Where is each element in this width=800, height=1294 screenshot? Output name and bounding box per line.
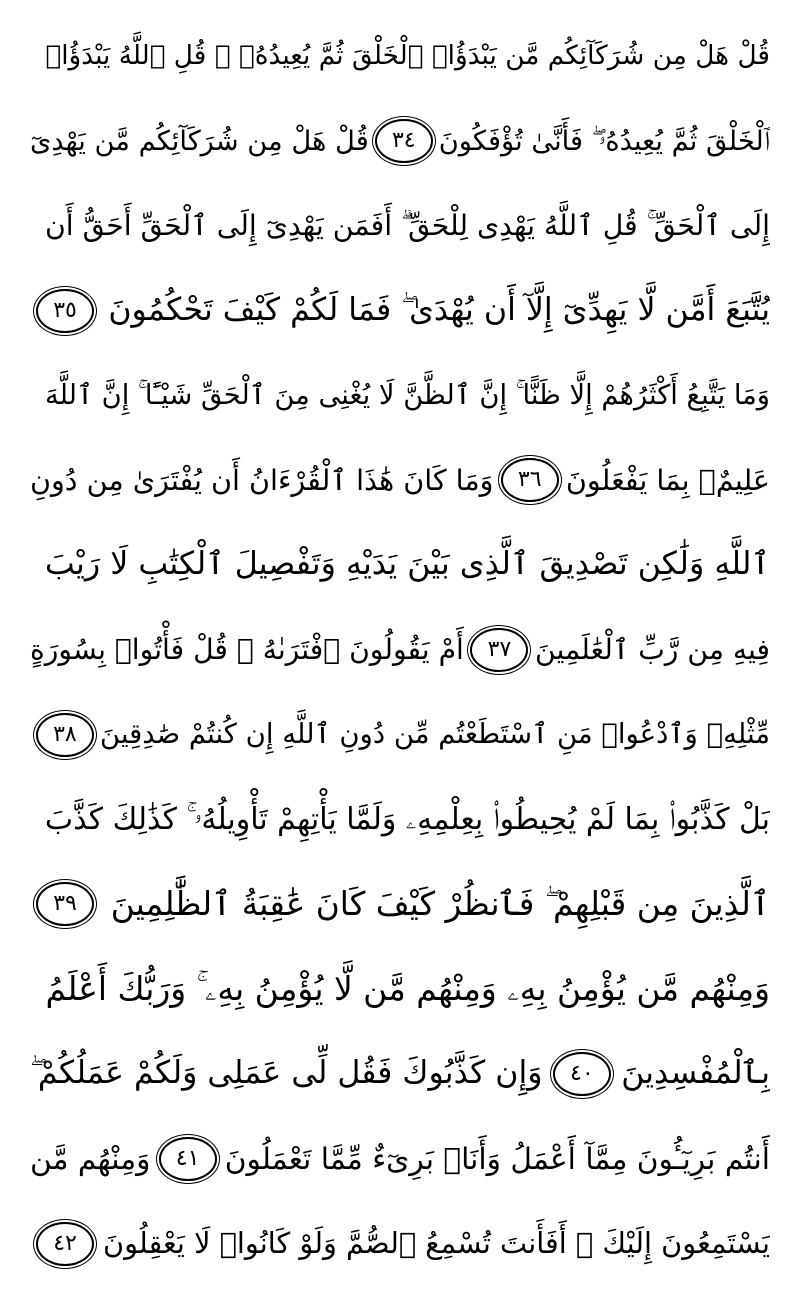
verse-line: [30, 99, 770, 184]
ayah-number-marker: ٤٠: [553, 1052, 611, 1096]
verse-line: [30, 14, 770, 99]
verse-line: [30, 268, 770, 353]
verse-text: ٱللَّهِ وَلَٰكِن تَصْدِيقَ ٱلَّذِى بَيْنَ يَدَيْهِ وَتَفْصِيلَ ٱلْكِتَٰبِ لَا رَيْبَ: [44, 546, 770, 583]
verse-text: يُتَّبَعَ أَمَّن لَّا يَهِدِّىٓ إِلَّآ أَن يُهْدَىٰ ۖ فَمَا لَكُمْ كَيْفَ تَحْكُمُونَ: [108, 291, 770, 328]
verse-text: يَسْتَمِعُونَ إِلَيْكَ ۚ أَفَأَنتَ تُسْمِعُ ٱلصُّمَّ وَلَوْ كَانُوا۟ لَا يَعْقِلُونَ: [102, 1226, 770, 1261]
verse-text: إِلَى ٱلْحَقِّ ۚ قُلِ ٱللَّهُ يَهْدِى لِلْحَقِّ ۗ أَفَمَن يَهْدِىٓ إِلَى ٱلْحَقِّ أَحَقُّ أَن: [44, 208, 770, 242]
verse-text: مِّثْلِهِۦ وَٱدْعُوا۟ مَنِ ٱسْتَطَعْتُم مِّن دُونِ ٱللَّهِ إِن كُنتُمْ صَٰدِقِينَ: [99, 718, 770, 750]
ayah-number-marker: ٣٦: [501, 458, 559, 502]
verse-line: [30, 608, 770, 693]
verse-line: [30, 184, 770, 269]
ayah-number-marker: ٣٥: [36, 289, 94, 333]
verse-text: عَلِيمٌۢ بِمَا يَفْعَلُونَ: [565, 463, 770, 498]
verse-line: [30, 1201, 770, 1286]
verse-line: [30, 777, 770, 862]
verse-text: ٱلَّذِينَ مِن قَبْلِهِمْ ۖ فَٱنظُرْ كَيْفَ كَانَ عَٰقِبَةُ ٱلظَّٰلِمِينَ: [110, 884, 770, 923]
verse-line: [30, 523, 770, 608]
verse-text: أَنتُم بَرِيٓـُٔونَ مِمَّآ أَعْمَلُ وَأَنَا۠ بَرِىٓءٌ مِّمَّا تَعْمَلُونَ: [224, 1140, 770, 1176]
ayah-number-marker: ٣٩: [36, 882, 94, 926]
verse-line: [30, 862, 770, 947]
verse-line: [30, 438, 770, 523]
verse-text: قُلْ هَلْ مِن شُرَكَآئِكُم مَّن يَبْدَؤُا۟ ٱلْخَلْقَ ثُمَّ يُعِيدُهُۥ ۚ قُلِ ٱللَّهُ يَبْدَؤُا۟: [45, 41, 770, 72]
verse-line: [30, 1032, 770, 1117]
verse-line: [30, 692, 770, 777]
verse-text: وَمِنْهُم مَّن: [30, 1140, 151, 1176]
verse-line: [30, 353, 770, 438]
verse-lines: [30, 14, 770, 1286]
verse-text: بِٱلْمُفْسِدِينَ: [621, 1055, 770, 1092]
verse-text: أَمْ يَقُولُونَ ٱفْتَرَىٰهُ ۖ قُلْ فَأْتُوا۟ بِسُورَةٍ: [30, 632, 464, 666]
verse-line: [30, 947, 770, 1032]
verse-text: وَإِن كَذَّبُوكَ فَقُل لِّى عَمَلِى وَلَكُمْ عَمَلُكُمْ ۖ: [30, 1055, 543, 1092]
ayah-number-marker: ٤١: [159, 1137, 217, 1181]
verse-line: [30, 1116, 770, 1201]
verse-text: فِيهِ مِن رَّبِّ ٱلْعَٰلَمِينَ: [535, 632, 770, 666]
ayah-number-marker: ٣٤: [375, 119, 433, 163]
verse-text: ٱلْخَلْقَ ثُمَّ يُعِيدُهُۥ ۖ فَأَنَّىٰ تُؤْفَكُونَ: [438, 125, 770, 157]
verse-text: وَمَا كَانَ هَٰذَا ٱلْقُرْءَانُ أَن يُفْتَرَىٰ مِن دُونِ: [30, 463, 494, 498]
verse-text: وَمَا يَتَّبِعُ أَكْثَرُهُمْ إِلَّا ظَنًّا ۚ إِنَّ ٱلظَّنَّ لَا يُغْنِى مِنَ ٱلْحَقِّ شَيْـًٔا ۚ إِنَّ ٱللَّهَ: [44, 379, 770, 411]
verse-text: وَمِنْهُم مَّن يُؤْمِنُ بِهِۦ وَمِنْهُم مَّن لَّا يُؤْمِنُ بِهِۦ ۚ وَرَبُّكَ أَعْلَمُ: [45, 968, 770, 1008]
ayah-number-marker: ٣٧: [470, 628, 528, 672]
verse-text: قُلْ هَلْ مِن شُرَكَآئِكُم مَّن يَهْدِىٓ: [30, 125, 369, 157]
ayah-number-marker: ٣٨: [36, 713, 94, 757]
verse-text: بَلْ كَذَّبُوا۟ بِمَا لَمْ يُحِيطُوا۟ بِعِلْمِهِۦ وَلَمَّا يَأْتِهِمْ تَأْوِيلُهُۥ ۚ كَذَٰلِكَ كَذَّبَ: [44, 801, 770, 837]
ayah-number-marker: ٤٢: [36, 1222, 94, 1266]
